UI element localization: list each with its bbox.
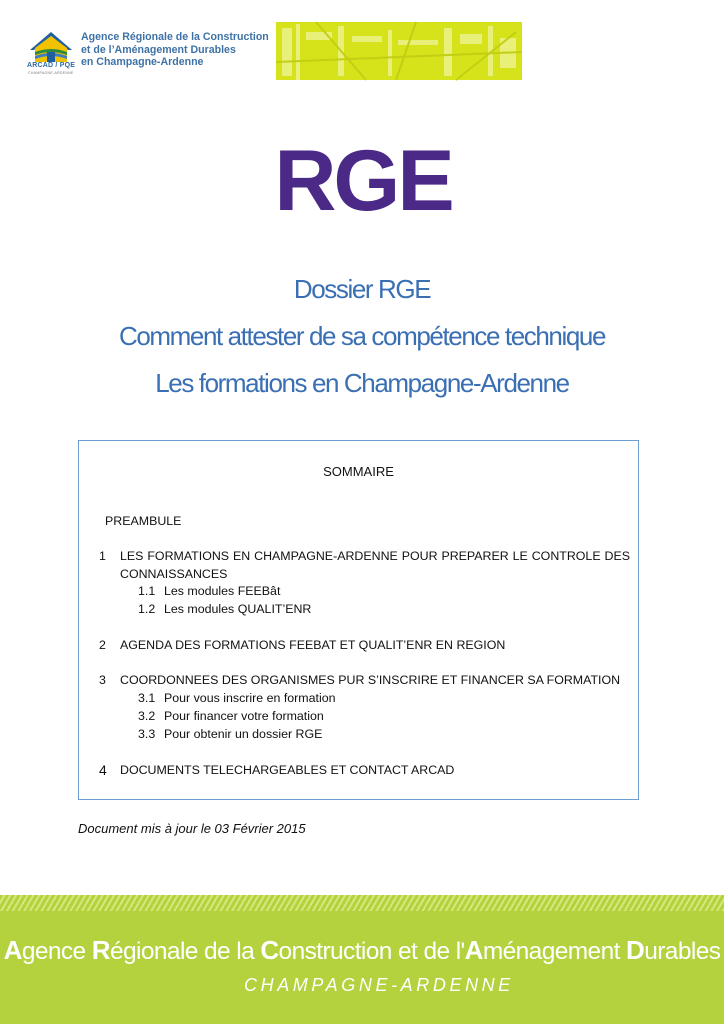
- toc-number: 4: [99, 762, 107, 778]
- toc-section-label-continued: CONNAISSANCES: [120, 566, 228, 581]
- toc-sub-label: Pour obtenir un dossier RGE: [164, 727, 323, 741]
- toc-sub-number: 3.1: [138, 691, 156, 705]
- logo-caption: ARCAD / PQE: [27, 62, 76, 69]
- toc-sub-number: 3.3: [138, 727, 156, 741]
- agency-name: [81, 31, 269, 69]
- footer-initial: D: [626, 935, 645, 965]
- toc-sub-number: 1.2: [138, 602, 156, 616]
- toc-number: 2: [99, 638, 106, 652]
- toc-section-1[interactable]: [79, 548, 638, 584]
- toc-section-label: COORDONNEES DES ORGANISMES PUR S’INSCRIRE ET FINANCER SA FORMATION: [120, 673, 621, 687]
- agency-line: en Champagne-Ardenne: [81, 56, 204, 68]
- footer-initial: A: [464, 935, 483, 965]
- footer-word: égionale de la: [109, 938, 261, 965]
- toc-sub-label: Pour financer votre formation: [164, 709, 324, 723]
- footer-initial: C: [260, 935, 279, 965]
- toc-section-label: LES FORMATIONS EN CHAMPAGNE-ARDENNE POUR PREPARER LE CONTROLE DES: [120, 549, 630, 563]
- toc-subsection[interactable]: [138, 690, 335, 708]
- toc-sub-label: Pour vous inscrire en formation: [164, 691, 336, 705]
- construction-banner-image: [276, 22, 522, 80]
- toc-section-label: AGENDA DES FORMATIONS FEEBAT ET QUALIT’ENR EN REGION: [120, 638, 506, 652]
- toc-sub-number: 3.2: [138, 709, 156, 723]
- footer-agency-name: [0, 935, 724, 966]
- document-titles: [0, 266, 724, 407]
- toc-section-label: DOCUMENTS TELECHARGEABLES ET CONTACT ARCAD: [120, 763, 455, 777]
- title-competence: Comment attester de sa compétence technique: [118, 321, 606, 351]
- title-dossier: Dossier RGE: [293, 274, 431, 304]
- toc-sub-label: Les modules FEEBât: [164, 584, 281, 598]
- footer-word: onstruction et de l': [278, 938, 465, 965]
- agency-line: Agence Régionale de la Construction: [81, 31, 269, 43]
- toc-preamble[interactable]: PREAMBULE: [105, 514, 182, 528]
- toc-subsection[interactable]: [138, 726, 322, 744]
- toc-number: 1: [99, 549, 106, 563]
- footer-region: CHAMPAGNE-ARDENNE: [244, 975, 514, 995]
- toc-subsection[interactable]: [138, 601, 311, 619]
- toc-subsection[interactable]: [138, 708, 324, 726]
- toc-number: 3: [99, 673, 106, 687]
- rge-logo: [274, 133, 452, 229]
- toc-sub-number: 1.1: [138, 584, 156, 598]
- footer-initial: A: [3, 935, 22, 965]
- title-formations: Les formations en Champagne-Ardenne: [155, 368, 569, 398]
- agency-line: et de l’Aménagement Durables: [81, 43, 236, 56]
- logo-subcaption: CHAMPAGNE-ARDENNE: [28, 71, 74, 75]
- sommaire-heading: SOMMAIRE: [323, 464, 394, 479]
- rge-logo-text: RGE: [274, 133, 452, 229]
- footer-initial: R: [91, 935, 110, 965]
- footer-word: gence: [21, 938, 92, 965]
- toc-sub-label: Les modules QUALIT’ENR: [164, 602, 312, 616]
- footer-word: urables: [644, 938, 721, 965]
- toc-subsection[interactable]: [138, 583, 280, 601]
- footer-banner: [0, 911, 724, 1024]
- update-date: Document mis à jour le 03 Février 2015: [78, 821, 306, 836]
- sommaire-box: [78, 440, 639, 800]
- footer-word: ménagement: [482, 938, 627, 965]
